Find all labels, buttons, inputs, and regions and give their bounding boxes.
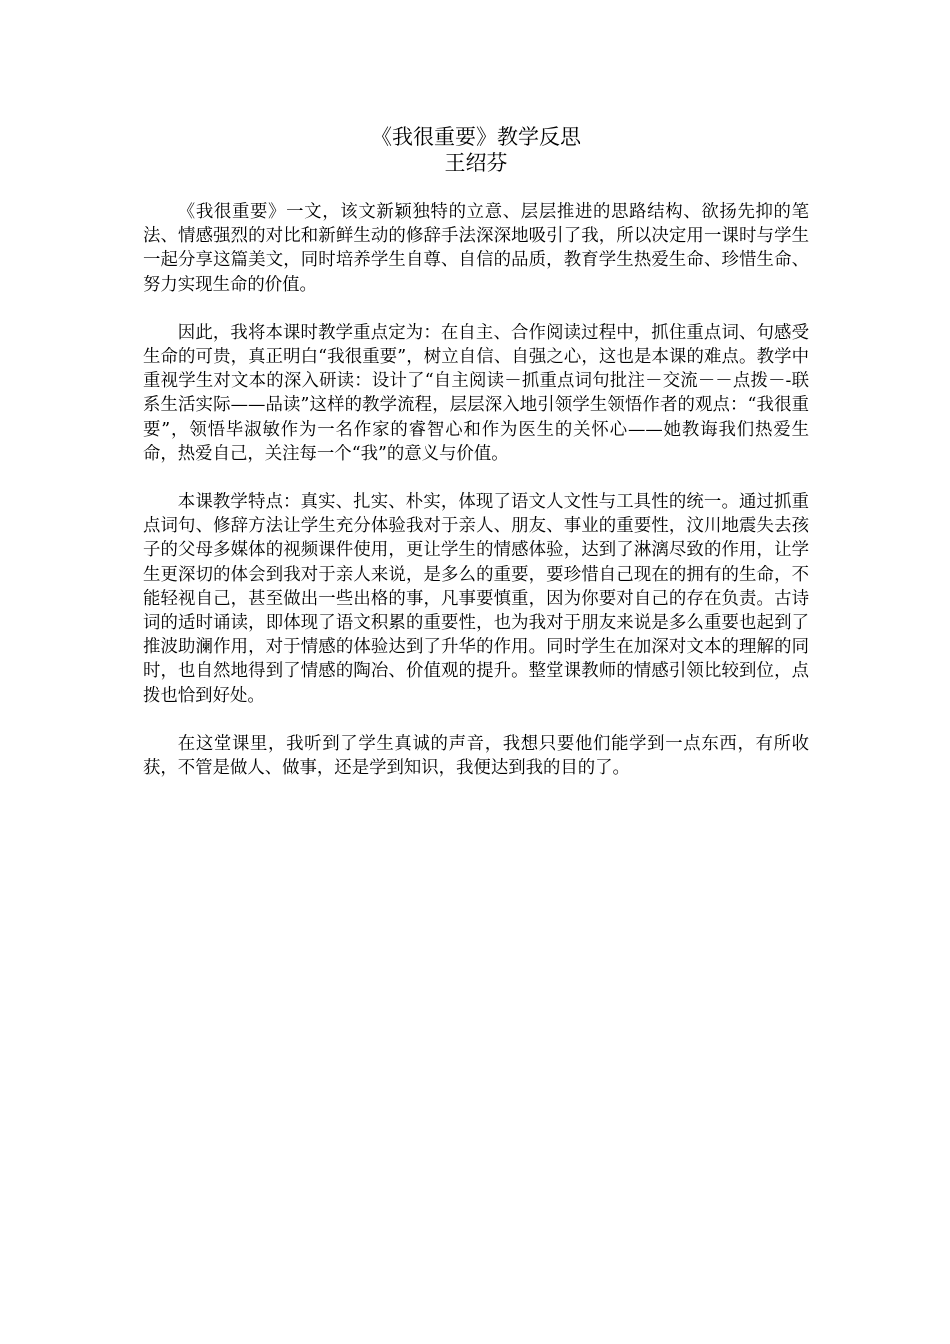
paragraph-intro: 《我很重要》一文，该文新颖独特的立意、层层推进的思路结构、欲扬先抑的笔法、情感强烈的对比和新鲜生动的修辞手法深深地吸引了我，所以决定用一课时与学生一起分享这篇美文，同时培养学生自尊、自信的品质，教育学生热爱生命、珍惜生命、努力实现生命的价值。 <box>143 202 809 295</box>
document-body <box>143 124 809 804</box>
document-author: 王绍芬 <box>444 151 508 175</box>
document-title: 《我很重要》教学反思 <box>371 125 581 149</box>
paragraph-conclusion: 在这堂课里，我听到了学生真诚的声音，我想只要他们能学到一点东西，有所收获，不管是做人、做事，还是学到知识，我便达到我的目的了。 <box>143 733 809 779</box>
paragraph-teaching-focus: 因此，我将本课时教学重点定为：在自主、合作阅读过程中，抓住重点词、句感受生命的可贵，真正明白“我很重要”，树立自信、自强之心，这也是本课的难点。教学中重视学生对文本的深入研读：设计了“自主阅读－抓重点词句批注－交流－－点拨－-联系生活实际——品读”这样的教学流程，层层深入地引领学生领悟作者的观点：“我很重要”，领悟毕淑敏作为一名作家的睿智心和作为医生的关怀心——她教诲我们热爱生命，热爱自己，关注每一个“我”的意义与价值。 <box>143 322 809 464</box>
paragraph-teaching-features: 本课教学特点：真实、扎实、朴实，体现了语文人文性与工具性的统一。通过抓重点词句、修辞方法让学生充分体验我对于亲人、朋友、事业的重要性，汶川地震失去孩子的父母多媒体的视频课件使用，更让学生的情感体验，达到了淋漓尽致的作用，让学生更深切的体会到我对于亲人来说，是多么的重要，要珍惜自己现在的拥有的生命，不能轻视自己，甚至做出一些出格的事，凡事要慎重，因为你要对自己的存在负责。古诗词的适时诵读，即体现了语文积累的重要性，也为我对于朋友来说是多么重要也起到了推波助澜作用，对于情感的体验达到了升华的作用。同时学生在加深对文本的理解的同时，也自然地得到了情感的陶冶、价值观的提升。整堂课教师的情感引领比较到位，点拨也恰到好处。 <box>143 492 809 706</box>
